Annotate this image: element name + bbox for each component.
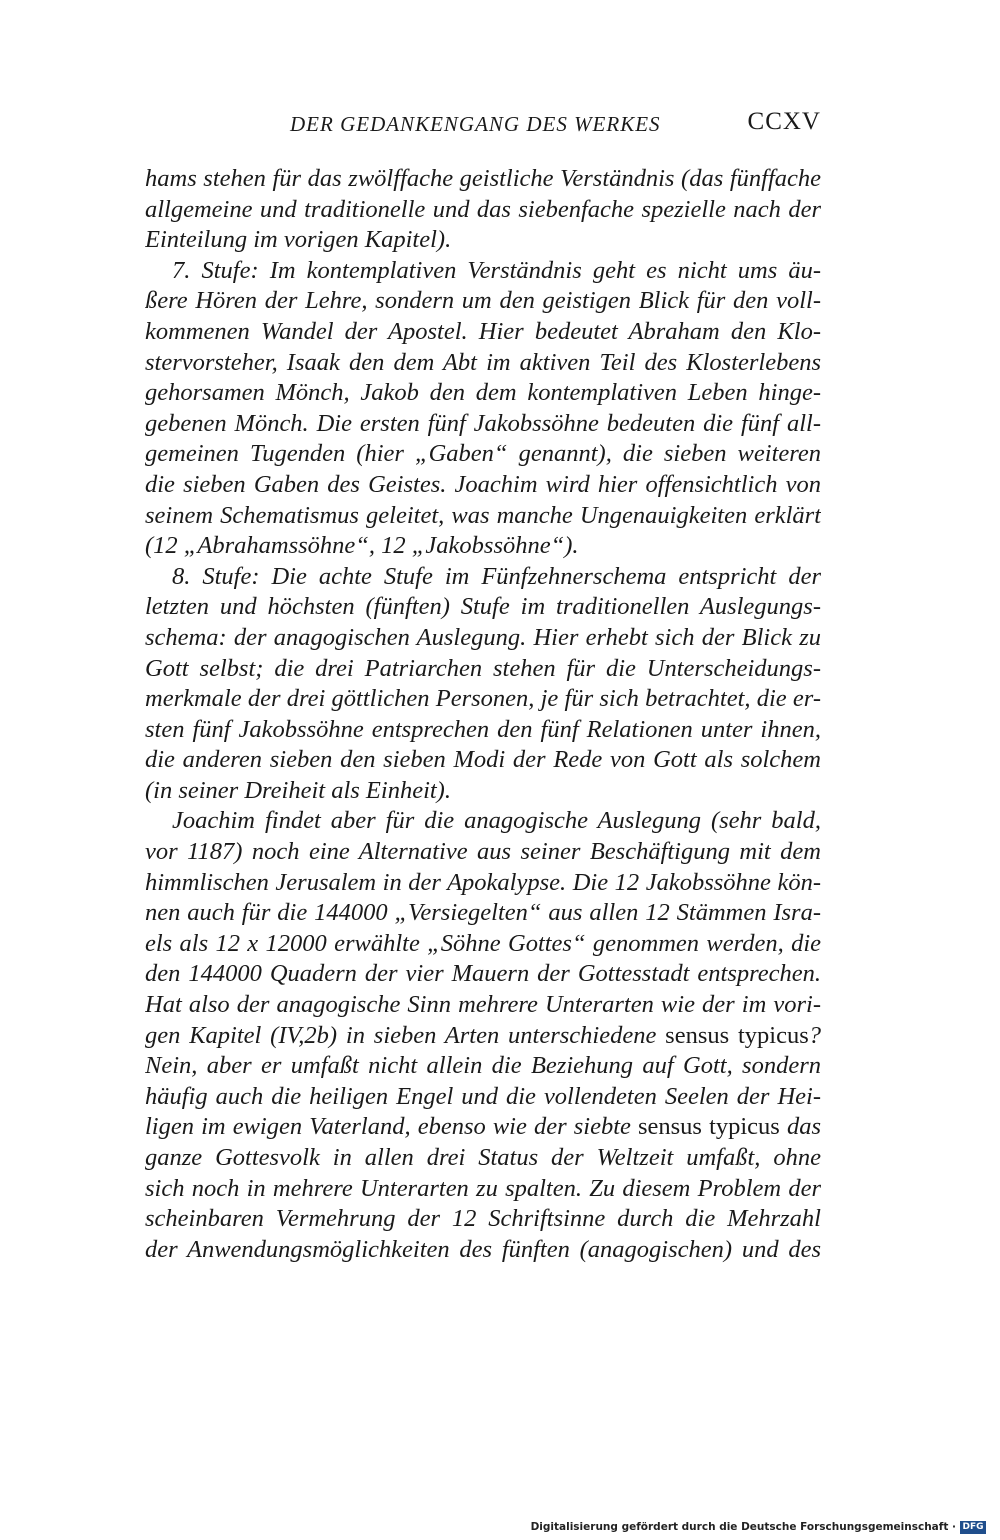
text-line [145, 164, 821, 195]
body-text [145, 164, 821, 1265]
text-segment: ßere Hören der Lehre, sondern um den geistigen Blick für den voll- [145, 287, 821, 315]
text-segment: Gott selbst; die drei Patriarchen stehen für die Unterscheidungs- [145, 654, 821, 682]
text-line [145, 256, 821, 287]
credit-text: Digitalisierung gefördert durch die Deutsche Forschungsgemeinschaft · [530, 1521, 956, 1533]
text-line [145, 562, 821, 593]
text-line [145, 837, 821, 868]
text-line [145, 1112, 821, 1143]
text-line [145, 531, 821, 562]
text-segment: den 144000 Quadern der vier Mauern der Gottesstadt entsprechen. [145, 960, 821, 988]
text-segment: Joachim findet aber für die anagogische Auslegung (sehr bald, [172, 807, 821, 835]
text-line [145, 439, 821, 470]
text-line [145, 225, 821, 256]
text-segment: gehorsamen Mönch, Jakob den dem kontemplativen Leben hinge- [145, 379, 821, 407]
text-segment: stervorsteher, Isaak den dem Abt im aktiven Teil des Klosterlebens [145, 348, 821, 376]
text-segment: allgemeine und traditionelle und das siebenfache spezielle nach der [145, 195, 821, 223]
text-segment: schema: der anagogischen Auslegung. Hier erhebt sich der Blick zu [145, 623, 821, 651]
text-line [145, 929, 821, 960]
text-line [145, 470, 821, 501]
text-segment: der Anwendungsmöglichkeiten des fünften (anagogischen) und des [145, 1235, 821, 1263]
text-segment: gebenen Mönch. Die ersten fünf Jakobssöhne bedeuten die fünf all- [145, 409, 821, 437]
text-line [145, 959, 821, 990]
digitization-credit [531, 1520, 986, 1534]
text-segment: 8. Stufe: Die achte Stufe im Fünfzehnerschema entspricht der [172, 562, 821, 590]
text-segment: (12 „Abrahamssöhne“, 12 „Jakobssöhne“). [145, 532, 579, 560]
text-line [145, 1051, 821, 1082]
text-segment: Nein, aber er umfaßt nicht allein die Beziehung auf Gott, sondern [145, 1052, 821, 1080]
text-segment: ligen im ewigen Vaterland, ebenso wie der siebte [145, 1113, 638, 1141]
text-segment: sich noch in mehrere Unterarten zu spalten. Zu diesem Problem der [145, 1174, 821, 1202]
text-segment: himmlischen Jerusalem in der Apokalypse. Die 12 Jakobssöhne kön- [145, 868, 821, 896]
running-title: DER GEDANKENGANG DES WERKES [290, 112, 661, 136]
text-line [145, 1082, 821, 1113]
text-segment: merkmale der drei göttlichen Personen, je für sich betrachtet, die er- [145, 685, 821, 713]
roman-term: sensus typicus [665, 1021, 809, 1049]
text-segment: seinem Schematismus geleitet, was manche Ungenauigkeiten erklärt [145, 501, 821, 529]
text-segment: häufig auch die heiligen Engel und die vollendeten Seelen der Hei- [145, 1082, 821, 1110]
text-line [145, 1143, 821, 1174]
text-segment: gen Kapitel (IV,2b) in sieben Arten unterschiedene [145, 1021, 666, 1049]
text-line [145, 1174, 821, 1205]
text-line [145, 195, 821, 226]
text-segment: die sieben Gaben des Geistes. Joachim wird hier offensichtlich von [145, 470, 821, 498]
text-line [145, 776, 821, 807]
text-line [145, 409, 821, 440]
dfg-logo-icon: DFG [960, 1521, 986, 1534]
text-line [145, 806, 821, 837]
text-line [145, 348, 821, 379]
text-line [145, 501, 821, 532]
text-segment: (in seiner Dreiheit als Einheit). [145, 776, 451, 804]
text-segment: Hat also der anagogische Sinn mehrere Unterarten wie der im vori- [145, 991, 821, 1019]
text-segment: kommenen Wandel der Apostel. Hier bedeutet Abraham den Klo- [145, 317, 821, 345]
roman-term: sensus typicus [637, 1113, 780, 1141]
text-line [145, 1204, 821, 1235]
text-line [145, 623, 821, 654]
text-segment: nen auch für die 144000 „Versiegelten“ aus allen 12 Stämmen Isra- [145, 899, 821, 927]
text-line [145, 684, 821, 715]
text-line [145, 378, 821, 409]
text-line [145, 1021, 821, 1052]
text-segment: hams stehen für das zwölffache geistliche Verständnis (das fünffache [145, 165, 821, 192]
page-header [145, 108, 821, 142]
text-segment: 7. Stufe: Im kontemplativen Verständnis geht es nicht ums äu- [172, 256, 821, 284]
text-segment: scheinbaren Vermehrung der 12 Schriftsinne durch die Mehrzahl [145, 1205, 821, 1233]
text-line [145, 286, 821, 317]
text-line [145, 990, 821, 1021]
text-segment: gemeinen Tugenden (hier „Gaben“ genannt), die sieben weiteren [145, 440, 821, 468]
text-line [145, 317, 821, 348]
text-segment: ? [808, 1021, 821, 1049]
page-number: CCXV [747, 108, 821, 135]
text-segment: letzten und höchsten (fünften) Stufe im traditionellen Auslegungs- [145, 593, 821, 621]
text-segment: vor 1187) noch eine Alternative aus seiner Beschäftigung mit dem [145, 838, 821, 866]
text-line [145, 1235, 821, 1266]
text-segment: sten fünf Jakobssöhne entsprechen den fünf Relationen unter ihnen, [145, 715, 821, 743]
text-line [145, 745, 821, 776]
text-line [145, 592, 821, 623]
text-line [145, 654, 821, 685]
text-line [145, 868, 821, 899]
text-line [145, 715, 821, 746]
text-segment: els als 12 x 12000 erwählte „Söhne Gottes“ genommen werden, die [145, 929, 821, 957]
text-segment: die anderen sieben den sieben Modi der Rede von Gott als solchem [145, 746, 821, 774]
text-segment: ganze Gottesvolk in allen drei Status der Weltzeit umfaßt, ohne [145, 1144, 821, 1171]
text-segment: das [779, 1113, 821, 1141]
text-segment: Einteilung im vorigen Kapitel). [145, 226, 452, 254]
text-line [145, 898, 821, 929]
